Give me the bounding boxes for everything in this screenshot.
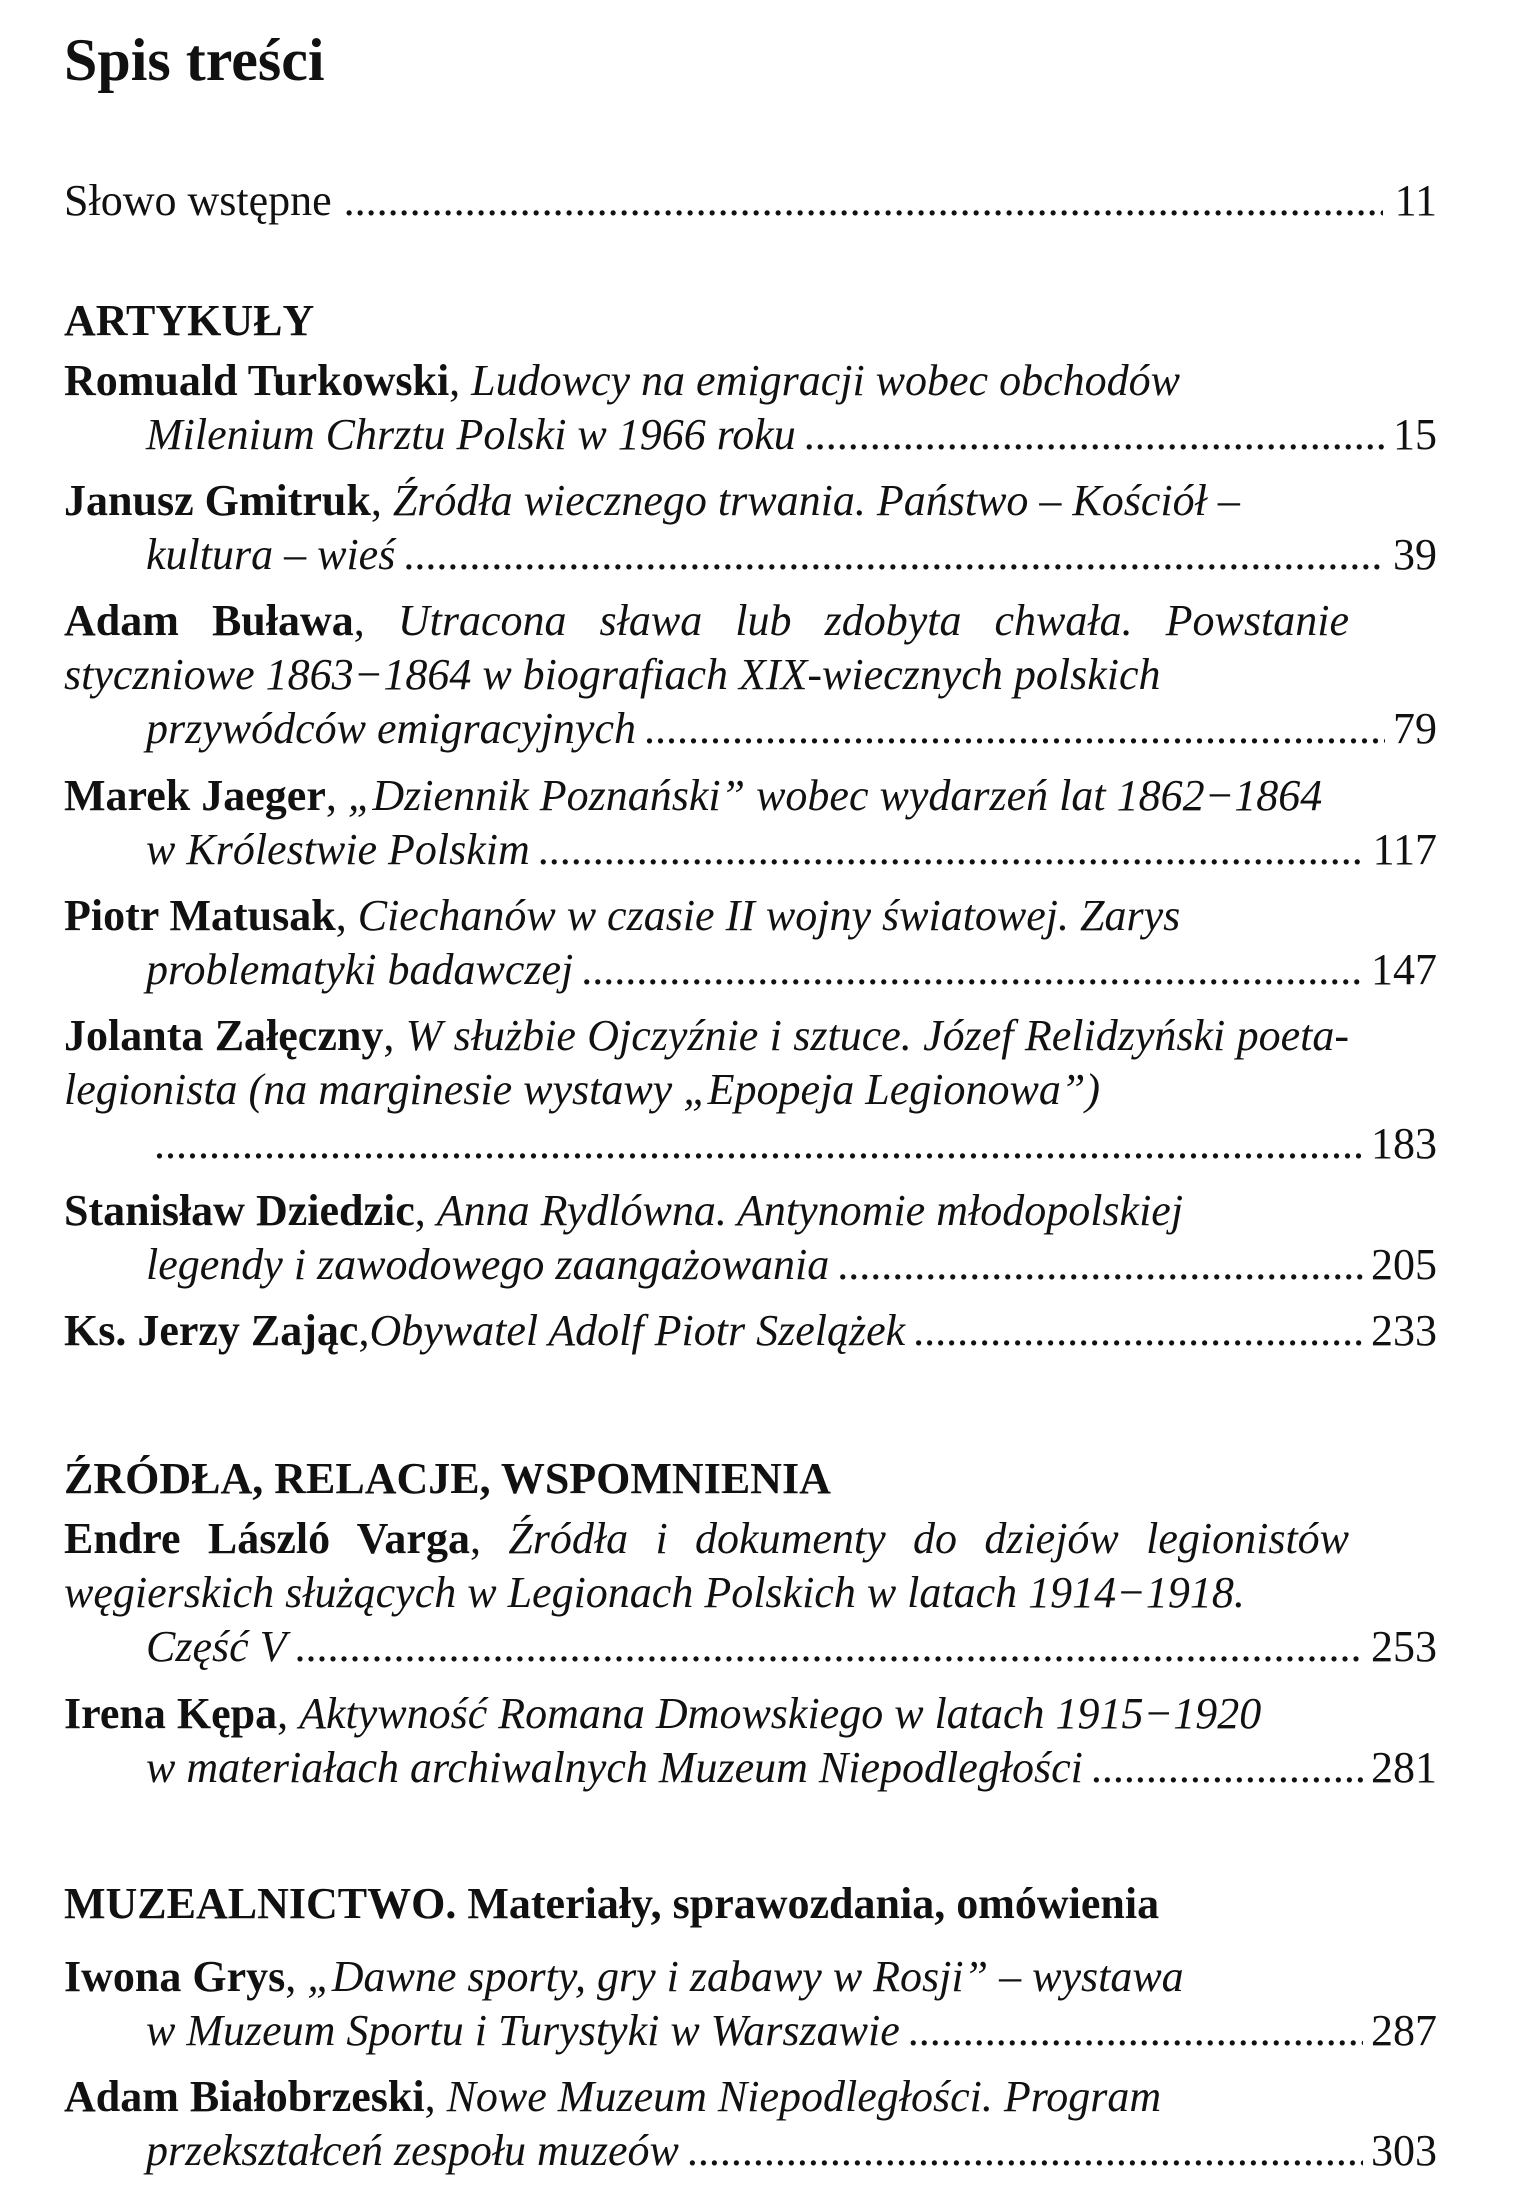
page-number: 253	[1371, 1622, 1437, 1671]
dot-leader	[837, 1238, 1363, 1292]
page-number: 117	[1372, 825, 1437, 874]
entry-title: Ciechanów w czasie II wojny światowej. Zarys	[357, 891, 1181, 940]
entry-title: Źródła i dokumenty do dziejów legionistów węgierskich służących w Legionach Polskich w latach 1914−1918.	[64, 1514, 1350, 1617]
entry-title: W służbie Ojczyźnie i sztuce. Józef Relidzyński poeta-legionista (na marginesie wystawy „Epopeja Legionowa”)	[64, 1011, 1350, 1114]
entry-title: Nowe Muzeum Niepodległości. Program	[446, 2072, 1162, 2121]
entry-separator: ,	[370, 476, 393, 525]
dot-leader	[581, 943, 1363, 997]
intro-label: Słowo wstępne	[64, 176, 332, 225]
page-number: 15	[1393, 410, 1437, 459]
entry-separator: ,	[353, 596, 398, 645]
dot-leader	[154, 1117, 1363, 1171]
dot-leader	[908, 2004, 1363, 2058]
entry-title: „Dawne sporty, gry i zabawy w Rosji” – wystawa	[307, 1952, 1184, 2001]
entry-author: Adam Buława	[64, 596, 354, 645]
section-heading: ARTYKUŁY	[64, 296, 315, 345]
dot-leader	[344, 174, 1383, 228]
entry-separator: ,	[325, 771, 348, 820]
dot-leader	[403, 528, 1385, 582]
toc-entry	[64, 1009, 1437, 1171]
toc-entry	[64, 1512, 1437, 1674]
entry-author: Romuald Turkowski	[64, 356, 450, 405]
entry-title-end: problematyki badawczej	[146, 945, 574, 994]
toc-entry	[64, 1304, 1437, 1358]
page-number: 183	[1371, 1119, 1437, 1168]
entry-separator: ,	[383, 1011, 406, 1060]
dot-leader	[295, 1620, 1363, 1674]
entry-author: Ks. Jerzy Zając	[64, 1306, 359, 1355]
entry-separator: ,	[414, 1186, 437, 1235]
toc-entry	[64, 769, 1437, 877]
dot-leader	[644, 702, 1385, 756]
entry-author: Adam Białobrzeski	[64, 2072, 425, 2121]
entry-separator: ,	[285, 1952, 308, 2001]
toc-entry	[64, 1184, 1437, 1292]
dot-leader	[913, 1304, 1363, 1358]
entry-author: Stanisław Dziedzic	[64, 1186, 415, 1235]
entry-author: Endre László Varga	[64, 1514, 470, 1563]
entry-title: Ludowcy na emigracji wobec obchodów	[471, 356, 1180, 405]
page-number: 233	[1371, 1306, 1437, 1355]
entry-title-end: legendy i zawodowego zaangażowania	[146, 1240, 830, 1289]
entry-separator: ,	[469, 1514, 509, 1563]
entry-title: Źródła wiecznego trwania. Państwo – Kościół –	[392, 476, 1240, 525]
entry-title-end: kultura – wieś	[146, 530, 396, 579]
entry-title-end: w Muzeum Sportu i Turystyki w Warszawie	[146, 2006, 900, 2055]
toc-entry	[64, 2070, 1437, 2178]
entry-author: Irena Kępa	[64, 1689, 278, 1738]
entry-title: Obywatel Adolf Piotr Szelążek	[369, 1306, 906, 1355]
toc-entry	[64, 594, 1437, 756]
page-number: 287	[1371, 2006, 1437, 2055]
entry-author: Marek Jaeger	[64, 771, 326, 820]
page-number: 205	[1371, 1240, 1437, 1289]
entry-title: Aktywność Romana Dmowskiego w latach 1915−1920	[299, 1689, 1262, 1738]
entry-title-end: w materiałach archiwalnych Muzeum Niepodległości	[146, 1743, 1083, 1792]
dot-leader	[687, 2124, 1363, 2178]
entry-separator: ,	[449, 356, 472, 405]
page-number: 11	[1394, 176, 1437, 225]
entry-separator: ,	[277, 1689, 300, 1738]
entry-title-end: Część V	[146, 1622, 287, 1671]
page-number: 281	[1371, 1743, 1437, 1792]
dot-leader	[804, 408, 1385, 462]
entry-separator: ,	[358, 1306, 370, 1355]
dot-leader	[1091, 1741, 1363, 1795]
entry-separator: ,	[424, 2072, 447, 2121]
entry-title: „Dziennik Poznański” wobec wydarzeń lat 1862−1864	[347, 771, 1323, 820]
page-title: Spis treści	[64, 27, 325, 93]
section-heading: MUZEALNICTWO. Materiały, sprawozdania, omówienia	[64, 1879, 1160, 1928]
toc-entry	[64, 354, 1437, 462]
entry-title-end: przekształceń zespołu muzeów	[146, 2126, 679, 2175]
entry-author: Jolanta Załęczny	[64, 1011, 384, 1060]
toc-entry	[64, 474, 1437, 582]
entry-title-end: w Królestwie Polskim	[146, 825, 530, 874]
page-number: 79	[1393, 704, 1437, 753]
entry-separator: ,	[335, 891, 358, 940]
page-number: 303	[1371, 2126, 1437, 2175]
page-number: 39	[1393, 530, 1437, 579]
toc-entry-intro	[64, 174, 1437, 228]
toc-entry	[64, 1950, 1437, 2058]
entry-title-end: Milenium Chrztu Polski w 1966 roku	[146, 410, 796, 459]
toc-entry	[64, 889, 1437, 997]
entry-title: Anna Rydlówna. Antynomie młodopolskiej	[436, 1186, 1184, 1235]
entry-author: Janusz Gmitruk	[64, 476, 371, 525]
section-heading: ŹRÓDŁA, RELACJE, WSPOMNIENIA	[64, 1454, 831, 1503]
entry-author: Iwona Grys	[64, 1952, 286, 2001]
entry-title: Utracona sława lub zdobyta chwała. Powstanie styczniowe 1863−1864 w biografiach XIX-wiecznych polskich	[64, 596, 1349, 699]
page-number: 147	[1371, 945, 1437, 994]
dot-leader	[538, 823, 1365, 877]
entry-title-end: przywódców emigracyjnych	[146, 704, 636, 753]
entry-author: Piotr Matusak	[64, 891, 336, 940]
toc-entry	[64, 1687, 1437, 1795]
